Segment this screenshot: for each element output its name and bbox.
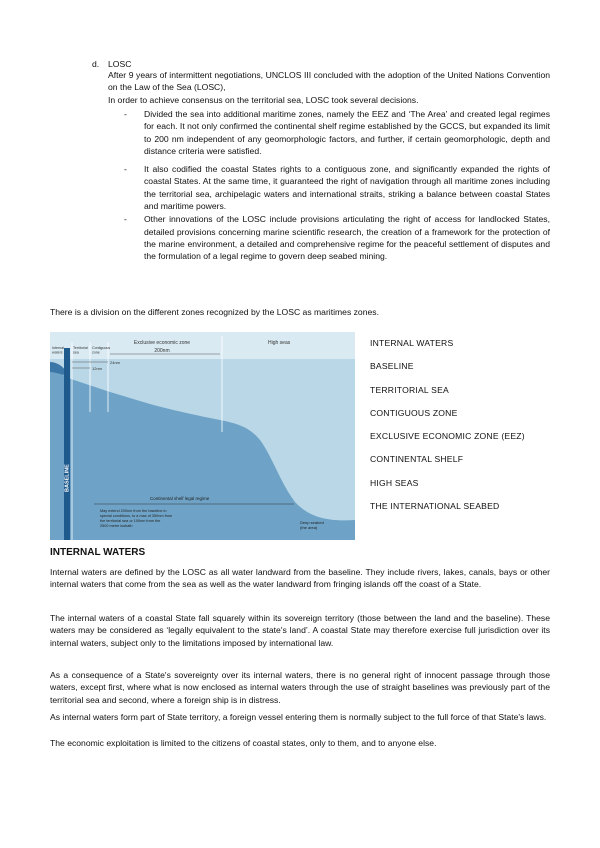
list-label: d. xyxy=(92,59,100,69)
internal-waters-paragraph-4: As internal waters form part of State territory, a foreign vessel entering them is normally subject to the full force of that State's laws. xyxy=(50,712,547,722)
column-contiguous-label: Contiguous zone xyxy=(92,346,111,355)
bullet-dash: - xyxy=(124,109,127,119)
continental-shelf-label: Continental shelf legal regime xyxy=(150,496,210,501)
losc-intro xyxy=(108,69,550,106)
legend-item-internal-waters: INTERNAL WATERS xyxy=(370,338,454,348)
internal-waters-paragraph-5: The economic exploitation is limited to the citizens of coastal states, only to them, and to anyone else. xyxy=(50,738,437,748)
list-item xyxy=(124,213,550,262)
legend-item-territorial-sea: TERRITORIAL SEA xyxy=(370,384,449,395)
column-internal-label: Internal waters xyxy=(52,346,64,355)
bullet-text: Divided the sea into additional maritime zones, namely the EEZ and ‘The Area’ and created legal regimes for each. It not only confirmed the continental shelf regime established by the GCCS, but expanded its limit to 200 nm independent of any geomorphologic factors, and further, if certain geomorphologic, depth and distance criteria were satisfied. xyxy=(144,109,550,156)
maritime-zones-diagram xyxy=(50,332,355,540)
baseline-vertical-label: BASELINE xyxy=(64,464,71,492)
legend-item-high-seas: HIGH SEAS xyxy=(370,477,419,488)
twelve-nm-label: 12nm xyxy=(92,366,103,371)
zones-legend xyxy=(370,337,525,523)
section-title: LOSC xyxy=(108,59,132,69)
legend-item-international-seabed: THE INTERNATIONAL SEABED xyxy=(370,501,500,512)
baseline-bar xyxy=(64,348,70,540)
bullet-text: Other innovations of the LOSC include provisions articulating the right of access for landlocked States, detailed provisions concerning marine scientific research, the creation of a framework for the protection of the marine environment, a detailed and comprehensive regime for the peaceful settlement of disputes and the formulation of a legal regime to govern deep seabed mining. xyxy=(144,214,550,262)
continental-shelf-note: May extend 200nm from the baseline in special conditions, to a max of 350nm from the territorial sea or 100nm from the 2500 metre isobath xyxy=(100,509,173,528)
internal-waters-paragraph-1: Internal waters are defined by the LOSC as all water landward from the baseline. They include rivers, lakes, canals, bays or other internal waters that come from the sea as well as the water landward from fringing islands off the coast of a State. xyxy=(50,567,550,590)
legend-item-contiguous-zone: CONTIGUOUS ZONE xyxy=(370,407,458,418)
legend-item-eez: EXCLUSIVE ECONOMIC ZONE (EEZ) xyxy=(370,431,525,442)
internal-waters-paragraph-3: As a consequence of a State's sovereignty over its internal waters, there is no general right of innocent passage through those waters, except first, where what is now enclosed as internal waters through the use of straight baselines was previously part of the territorial sea and second, where a foreign ship is in distress. xyxy=(50,670,550,705)
losc-bullet-list xyxy=(124,108,550,263)
deep-seabed-label: Deep seabed (the area) xyxy=(300,520,324,530)
legend-item-baseline: BASELINE xyxy=(370,361,414,372)
bullet-dash: - xyxy=(124,214,127,225)
list-item xyxy=(124,163,550,212)
internal-waters-heading: INTERNAL WATERS xyxy=(50,547,146,558)
internal-waters-paragraph-2: The internal waters of a coastal State fall squarely within its sovereign territory (those between the land and the baseline). These waters may be considered as ‘legally equivalent to the state's land’. A coastal State may therefore exercise full jurisdiction over its internal waters, subject only to the limitations imposed by international law. xyxy=(50,613,550,648)
column-high-seas-label: High seas xyxy=(268,340,291,346)
column-eez-label: Exclusive economic zone 200nm xyxy=(133,340,191,354)
bullet-text: It also codified the coastal States rights to a contiguous zone, and significantly expanded the rights of coastal States. At the same time, it guaranteed the right of navigation through all maritime zones including the territorial sea, archipelagic waters and international straits, striking a balance between coastal States and maritime powers. xyxy=(144,164,550,212)
losc-intro-paragraph-1: After 9 years of intermittent negotiations, UNCLOS III concluded with the adoption of the United Nations Convention on the Law of the Sea (LOSC), xyxy=(108,70,550,93)
legend-item-continental-shelf: CONTINENTAL SHELF xyxy=(370,454,464,465)
list-item xyxy=(124,108,550,157)
column-territorial-label: Territorial sea xyxy=(73,346,88,355)
losc-intro-paragraph-2: In order to achieve consensus on the territorial sea, LOSC took several decisions. xyxy=(108,94,419,105)
bullet-dash: - xyxy=(124,164,127,175)
twentyfour-nm-label: 24nm xyxy=(110,360,121,365)
division-text: There is a division on the different zones recognized by the LOSC as maritimes zones. xyxy=(50,307,379,317)
